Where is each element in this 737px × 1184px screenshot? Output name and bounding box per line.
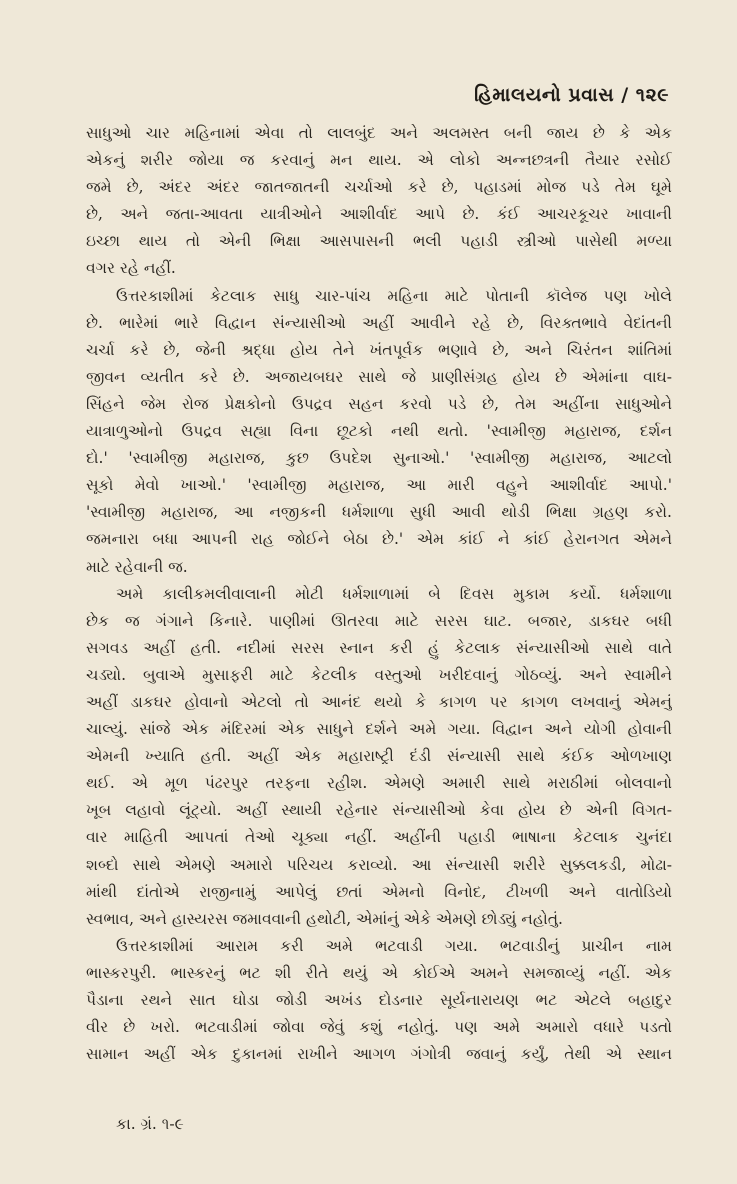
- text-line: થઈ. એ મૂળ પંઢરપુર તરફના રહીશ. એમણે અમારી સાથે મરાઠીમાં બોલવાનો: [86, 774, 672, 793]
- text-line: અહીં ડાકઘર હોવાનો એટલો તો આનંદ થયો કે કાગળ પર કાગળ લખવાનું એમનું: [86, 692, 672, 711]
- text-line: ખૂબ લહાવો લૂંટ્યો. અહીં સ્થાયી રહેનાર સંન્યાસીઓ કેવા હોય છે એની વિગત-: [86, 801, 672, 820]
- text-line: સિંહને જેમ રોજ પ્રેક્ષકોનો ઉપદ્રવ સહન કરવો પડે છે, તેમ અહીંના સાધુઓને: [86, 394, 672, 413]
- text-line: છે, અને જતા-આવતા યાત્રીઓને આશીર્વાદ આપે છે. કંઈ આચરકૂચર ખાવાની: [86, 205, 672, 224]
- text-line: વીર છે ખરો. ભટવાડીમાં જોવા જેવું કશું નહોતું. પણ અમે અમારો વધારે પડતો: [86, 1018, 672, 1037]
- text-line: સાધુઓ ચાર મહિનામાં એવા તો લાલબુંદ અને અલમસ્ત બની જાય છે કે એક: [86, 124, 672, 142]
- text-line: ચર્ચા કરે છે, જેની શ્રદ્ધા હોય તેને ખંતપૂર્વક ભણાવે છે, અને ચિરંતન શાંતિમાં: [86, 340, 672, 359]
- text-line: એકનું શરીર જોયા જ કરવાનું મન થાય. એ લોકો અન્નછત્રની તૈયાર રસોઈ: [86, 151, 672, 170]
- paragraph-3: [86, 581, 672, 933]
- paragraph-2: [86, 283, 672, 581]
- text-line: જમનારા બધા આપની રાહ જોઈને બેઠા છે.' એમ કાંઈ ને કાંઈ હેરાનગત એમને: [86, 530, 672, 549]
- paragraph-4: [86, 933, 672, 1068]
- text-line: છેક જ ગંગાને કિનારે. પાણીમાં ઊતરવા માટે સરસ ઘાટ. બજાર, ડાકઘર બધી: [86, 611, 672, 630]
- text-line: ઉત્તરકાશીમાં આરામ કરી અમે ભટવાડી ગયા. ભટવાડીનું પ્રાચીન નામ: [116, 936, 672, 955]
- text-line: અમે કાલીકમલીવાલાની મોટી ધર્મશાળામાં બે દિવસ મુકામ કર્યો. ધર્મશાળા: [116, 584, 672, 603]
- page-body: [86, 120, 672, 1068]
- text-line: જીવન વ્યતીત કરે છે. અજાયબઘર સાથે જે પ્રાણીસંગ્રહ હોય છે એમાંના વાઘ-: [86, 367, 672, 386]
- printer-signature-mark: કા. ગ્રં. ૧-૯: [116, 1115, 184, 1133]
- text-line: દો.' 'સ્વામીજી મહારાજ, કુછ ઉપદેશ સુનાઓ.' 'સ્વામીજી મહારાજ, આટલો: [86, 449, 672, 468]
- text-line: વાર માહિતી આપતાં તેઓ ચૂક્યા નહીં. અહીંની પહાડી ભાષાના કેટલાક ચુનંદા: [86, 828, 672, 847]
- text-line: યાત્રાળુઓનો ઉપદ્રવ સહ્યા વિના છૂટકો નથી થતો. 'સ્વામીજી મહારાજ, દર્શન: [86, 422, 672, 441]
- text-line: પૈડાના રથને સાત ઘોડા જોડી અખંડ દોડનાર સૂર્યનારાયણ ભટ એટલે બહાદુર: [86, 991, 672, 1009]
- text-line: શબ્દો સાથે એમણે અમારો પરિચય કરાવ્યો. આ સંન્યાસી શરીરે સુક્કલકડી, મોઢા-: [86, 855, 672, 874]
- text-line: સ્વભાવ, અને હાસ્યરસ જમાવવાની હથોટી, એમાંનું એકે એમણે છોડ્યું નહોતું.: [86, 909, 563, 928]
- text-line: સૂકો મેવો ખાઓ.' 'સ્વામીજી મહારાજ, આ મારી વહુને આશીર્વાદ આપો.': [86, 476, 672, 495]
- text-line: એમની ખ્યાતિ હતી. અહીં એક મહારાષ્ટ્રી દંડી સંન્યાસી સાથે કંઈક ઓળખાણ: [86, 747, 672, 766]
- running-head: હિમાલયનો પ્રવાસ / ૧૨૯: [474, 84, 669, 106]
- text-line: ઉત્તરકાશીમાં કેટલાક સાધુ ચાર-પાંચ મહિના માટે પોતાની કૉલેજ પણ ખોલે: [116, 286, 672, 305]
- text-line: વગર રહે નહીં.: [86, 259, 176, 278]
- text-line: સામાન અહીં એક દુકાનમાં રાખીને આગળ ગંગોત્રી જવાનું કર્યું, તેથી એ સ્થાન: [86, 1045, 672, 1064]
- text-line: છે. ભારેમાં ભારે વિદ્વાન સંન્યાસીઓ અહીં આવીને રહે છે, વિરક્તભાવે વેદાંતની: [86, 313, 672, 332]
- text-line: માટે રહેવાની જ.: [86, 557, 188, 576]
- text-line: જમે છે, અંદર અંદર જાતજાતની ચર્ચાઓ કરે છે, પહાડમાં મોજ પડે તેમ ઘૂમે: [86, 178, 672, 197]
- text-line: માંથી દાંતોએ રાજીનામું આપેલું છતાં એમનો વિનોદ, ટીખળી અને વાતોડિયો: [86, 882, 672, 901]
- text-line: ઇચ્છા થાય તો એની ભિક્ષા આસપાસની ભલી પહાડી સ્ત્રીઓ પાસેથી મળ્યા: [86, 232, 672, 251]
- text-line: ભાસ્કરપુરી. ભાસ્કરનું ભટ શી રીતે થયું એ કોઈએ અમને સમજાવ્યું નહીં. એક: [86, 963, 672, 982]
- text-line: ચડ્યો. બુવાએ મુસાફરી માટે કેટલીક વસ્તુઓ ખરીદવાનું ગોઠવ્યું. અને સ્વામીને: [86, 665, 672, 684]
- text-line: સગવડ અહીં હતી. નદીમાં સરસ સ્નાન કરી હું કેટલાક સંન્યાસીઓ સાથે વાતે: [86, 638, 672, 657]
- paragraph-1: [86, 120, 672, 283]
- text-line: ચાલ્યું. સાંજે એક મંદિરમાં એક સાધુને દર્શને અમે ગયા. વિદ્વાન અને યોગી હોવાની: [86, 720, 672, 739]
- text-line: 'સ્વામીજી મહારાજ, આ નજીકની ધર્મશાળા સુધી આવી થોડી ભિક્ષા ગ્રહણ કરો.: [86, 503, 672, 522]
